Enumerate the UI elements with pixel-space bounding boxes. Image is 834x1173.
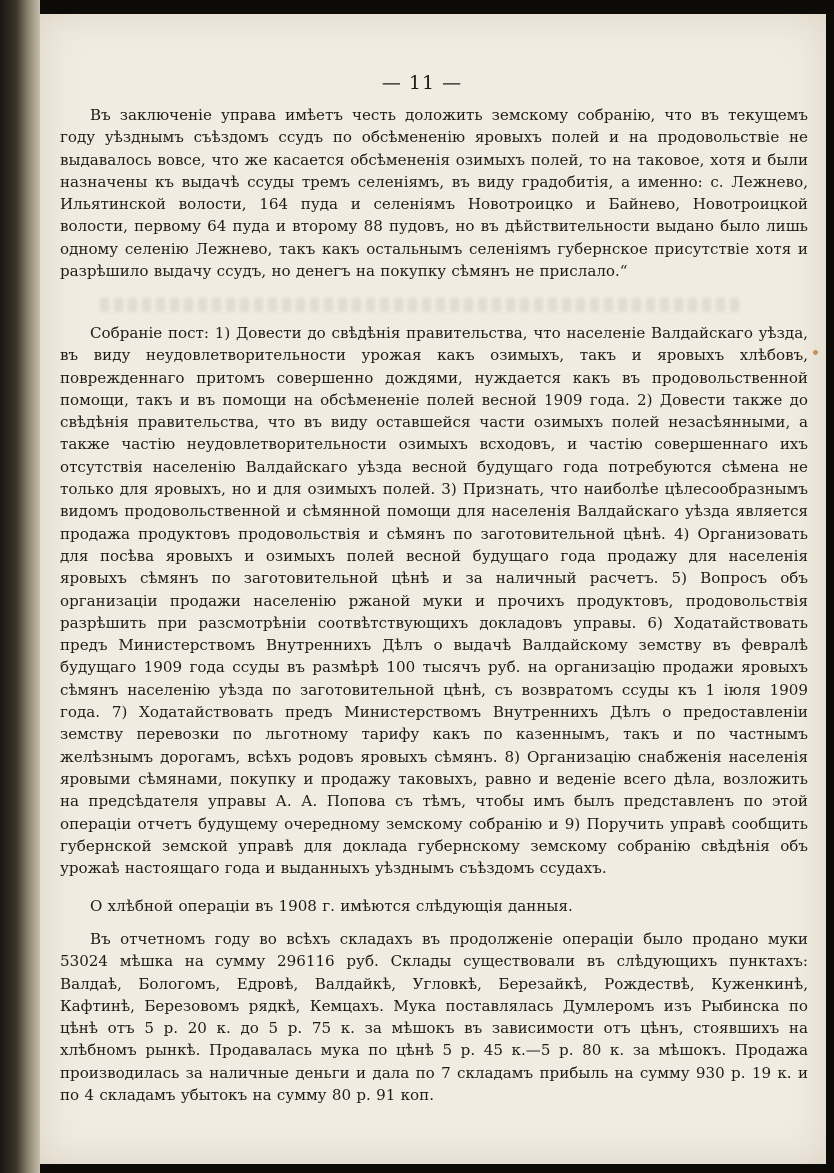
paragraph-grain-operation-heading: О хлѣбной операціи въ 1908 г. имѣются слѣдующія данныя. — [90, 897, 573, 915]
document-page — [40, 14, 826, 1164]
paragraph-assembly-resolution: Собраніе пост: 1) Довести до свѣдѣнія правительства, что населеніе Валдайскаго уѣзда, въ виду неудовлетворительности урожая какъ озимыхъ, такъ и яровыхъ хлѣбовъ, поврежденнаго притомъ совершенно дождями, нуждается какъ въ продовольственной помощи, такъ и въ помощи на обсѣмененіе полей весной 1909 года. 2) Довести также до свѣдѣнія правительства, что въ виду оставшейся части озимыхъ полей незасѣянными, а также частію неудовлетворительности озимыхъ всходовъ, и частію совершеннаго ихъ отсутствія населенію Валдайскаго уѣзда весной будущаго года потребуются сѣмена не только для яровыхъ, но и для озимыхъ полей. 3) Признать, что наиболѣе цѣлесообразнымъ видомъ продовольственной и сѣмянной помощи для населенія Валдайскаго уѣзда является продажа продуктовъ продовольствія и сѣмянъ по заготовительной цѣнѣ. 4) Организовать для посѣва яровыхъ и озимыхъ полей весной будущаго года продажу для населенія яровыхъ сѣмянъ по заготовительной цѣнѣ и за наличный расчетъ. 5) Вопросъ объ организаціи продажи населенію ржаной муки и прочихъ продуктовъ, продовольствія разрѣшить при разсмотрѣніи соотвѣтствующихъ докладовъ управы. 6) Ходатайствовать предъ Министерствомъ Внутреннихъ Дѣлъ о выдачѣ Валдайскому земству въ февралѣ будущаго 1909 года ссуды въ размѣрѣ 100 тысячъ руб. на организацію продажи яровыхъ сѣмянъ населенію уѣзда по заготовительной цѣнѣ, съ возвратомъ ссуды къ 1 іюля 1909 года. 7) Ходатайствовать предъ Министерствомъ Внутреннихъ Дѣлъ о предоставленіи земству перевозки по льготному тарифу какъ по казеннымъ, такъ и по частнымъ желѣзнымъ дорогамъ, всѣхъ родовъ яровыхъ сѣмянъ. 8) Организацію снабженія населенія яровыми сѣмянами, покупку и продажу таковыхъ, равно и веденіе всего дѣла, возложить на предсѣдателя управы А. А. Попова съ тѣмъ, чтобы имъ былъ представленъ по этой операціи отчетъ будущему очередному земскому собранію и 9) Поручить управѣ сообщить губернской земской управѣ для доклада губернскому земскому собранію свѣдѣнія объ урожаѣ настоящаго года и выданныхъ уѣзднымъ съѣздомъ ссудахъ. — [60, 324, 808, 878]
page-number: — 11 — — [381, 72, 463, 94]
ink-bleed-through — [100, 298, 740, 312]
book-spine-edge — [0, 0, 40, 1173]
paragraph-flour-sales-report: Въ отчетномъ году во всѣхъ складахъ въ продолженіе операціи было продано муки 53024 мѣшка на сумму 296116 руб. Склады существовали въ слѣдующихъ пунктахъ: Валдаѣ, Бологомъ, Едровѣ, Валдайкѣ, Угловкѣ, Березайкѣ, Рождествѣ, Куженкинѣ, Кафтинѣ, Березовомъ рядкѣ, Кемцахъ. Мука поставлялась Думлеромъ изъ Рыбинска по цѣнѣ отъ 5 р. 20 к. до 5 р. 75 к. за мѣшокъ въ зависимости отъ цѣнъ, стоявшихъ на хлѣбномъ рынкѣ. Продавалась мука по цѣнѣ 5 р. 45 к.—5 р. 80 к. за мѣшокъ. Продажа производилась за наличные деньги и дала по 7 складамъ прибыль на сумму 930 р. 19 к. и по 4 складамъ убытокъ на сумму 80 р. 91 коп. — [60, 930, 808, 1105]
paragraph-board-report: Въ заключеніе управа имѣетъ честь доложить земскому собранію, что въ текущемъ году уѣзднымъ съѣздомъ ссудъ по обсѣмененію яровыхъ полей и на продовольствіе не выдавалось вовсе, что же касается обсѣмененія озимыхъ полей, то на таковое, хотя и были назначены къ выдачѣ ссуды тремъ селеніямъ, въ виду градобитія, а именно: с. Лежнево, Ильятинской волости, 164 пуда и селеніямъ Новотроицко и Байнево, Новотроицкой волости, первому 64 пуда и второму 88 пудовъ, но въ дѣйствительности выдано было лишь одному селенію Лежнево, такъ какъ остальнымъ селеніямъ губернское присутствіе хотя и разрѣшило выдачу ссудъ, но денегъ на покупку сѣмянъ не прислало.“ — [60, 106, 808, 281]
paper-stain — [813, 350, 818, 355]
